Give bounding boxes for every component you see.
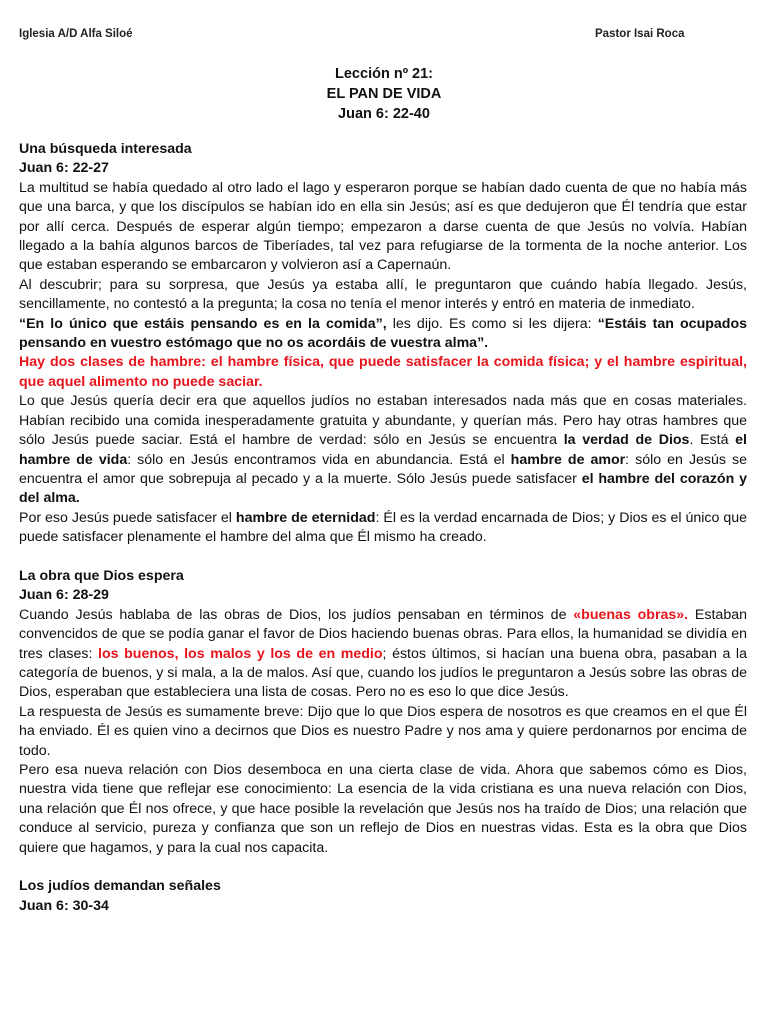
bold-quote: “Estáis tan ocupados pensando en vuestro estómago que no os acordáis de vuestra alma”. (19, 315, 748, 352)
text-run: ; éstos últimos, si hacían una buena obra, pasaban a la categoría de buenos, y si mala, a la de malos. Así que, cuando los judíos le preguntaron a Jesús sobre las obras de Dios, esperaban que estableciera una lista de cosas. Pero no es eso lo que dice Jesús. (19, 645, 747, 701)
bold-phrase: hambre de eternidad (235, 509, 376, 526)
paragraph: Pero esa nueva relación con Dios desemboca en una cierta clase de vida. Ahora que sabemos cómo es Dios, nuestra vida tiene que reflejar ese conocimiento: La esencia de la vida cristiana es una nueva relación con Dios, una relación que Él nos ofrece, y que hace posible la revelación que Jesús nos ha traído de Dios; una relación que conduce al servicio, pureza y confianza que son un reflejo de Dios en nuestras vidas. Esta es la obra que Dios quiere que hagamos, y para la cual nos capacita. (19, 761, 747, 856)
text-run: Estaban convencidos de que se podía ganar el favor de Dios haciendo buenas obras. Para ellos, la humanidad se dividía en tres clases: (19, 606, 747, 662)
lesson-number: Lección nº 21: (335, 66, 433, 82)
paragraph (19, 509, 747, 548)
section-reference: Juan 6: 28-29 (19, 587, 109, 604)
pastor-name: Pastor Isai Roca (595, 28, 685, 40)
paragraph (19, 392, 747, 508)
text-run: . Está (689, 432, 736, 449)
paragraph: La respuesta de Jesús es sumamente breve: Dijo que lo que Dios espera de nosotros es que creamos en el que Él ha enviado. Él es quien vino a decirnos que Dios es nuestro Padre y nos ama y quiere perdonarnos por encima de todo. (19, 703, 747, 759)
lesson-reference: Juan 6: 22-40 (338, 106, 430, 122)
bold-phrase: hambre de amor (510, 451, 626, 468)
highlighted-paragraph: Hay dos clases de hambre: el hambre física, que puede satisfacer la comida física; y el hambre espiritual, que aquel alimento no puede saciar. (19, 354, 747, 390)
text-run: les dijo. Es como si les dijera: (386, 315, 598, 332)
bold-quote: “En lo único que estáis pensando es en la comida”, (19, 315, 387, 332)
red-phrase: los buenos, los malos y los de en medio (98, 645, 383, 662)
section-reference: Juan 6: 30-34 (19, 897, 109, 914)
paragraph (19, 315, 747, 354)
spacer (19, 858, 747, 877)
section-title: La obra que Dios espera (19, 567, 184, 584)
spacer (19, 548, 747, 567)
text-run: : sólo en Jesús se encuentra el amor que sobrepuja al pecado y a la muerte. Sólo Jesús puede satisfacer (19, 451, 747, 487)
section-title: Una búsqueda interesada (19, 141, 192, 157)
section-title: Los judíos demandan señales (19, 878, 221, 895)
lesson-name: EL PAN DE VIDA (326, 86, 442, 102)
paragraph: La multitud se había quedado al otro lado el lago y esperaron porque se habían dado cuenta de que no había más que una barca, y que los discípulos se habían ido en ella sin Jesús; así es que dedujeron que Él tendría que estar por allí cerca. Después de esperar algún tiempo; empezaron a darse cuenta de que Jesús no volvía. Habían llegado a la bahía algunos barcos de Tiberíades, tal vez para refugiarse de la tormenta de la noche anterior. Los que estaban esperando se embarcaron y volvieron así a Capernaún. (19, 179, 747, 274)
section-reference: Juan 6: 22-27 (19, 160, 109, 177)
bold-phrase: la verdad de Dios (563, 432, 690, 449)
lesson-title-block (0, 64, 768, 124)
text-run: Por eso Jesús puede satisfacer el (19, 509, 236, 526)
text-run: : Él es la verdad encarnada de Dios; y Dios es el único que puede satisfacer plenamente el hambre del alma que Él mismo ha creado. (19, 509, 747, 546)
paragraph (19, 606, 747, 703)
bold-phrase: el hambre de vida (19, 432, 747, 468)
lesson-body (19, 140, 747, 916)
red-phrase: «buenas obras». (573, 606, 689, 623)
text-run: Cuando Jesús hablaba de las obras de Dios, los judíos pensaban en términos de (19, 606, 574, 623)
church-name: Iglesia A/D Alfa Siloé (19, 28, 133, 40)
paragraph: Al descubrir; para su sorpresa, que Jesús ya estaba allí, le preguntaron que cuándo había llegado. Jesús, sencillamente, no contestó a la pregunta; la cosa no tenía el menor interés y entró en materia de inmediato. (19, 276, 747, 313)
text-run: : sólo en Jesús encontramos vida en abundancia. Está el (127, 451, 511, 468)
bold-phrase: el hambre del corazón y del alma. (19, 470, 747, 507)
text-run: Lo que Jesús quería decir era que aquellos judíos no estaban interesados nada más que en cosas materiales. Habían recibido una comida inesperadamente gratuita y abundante, y querían más. Pero hay otras hambres que sólo Jesús puede saciar. Está el hambre de verdad: sólo en Jesús se encuentra (19, 393, 747, 449)
